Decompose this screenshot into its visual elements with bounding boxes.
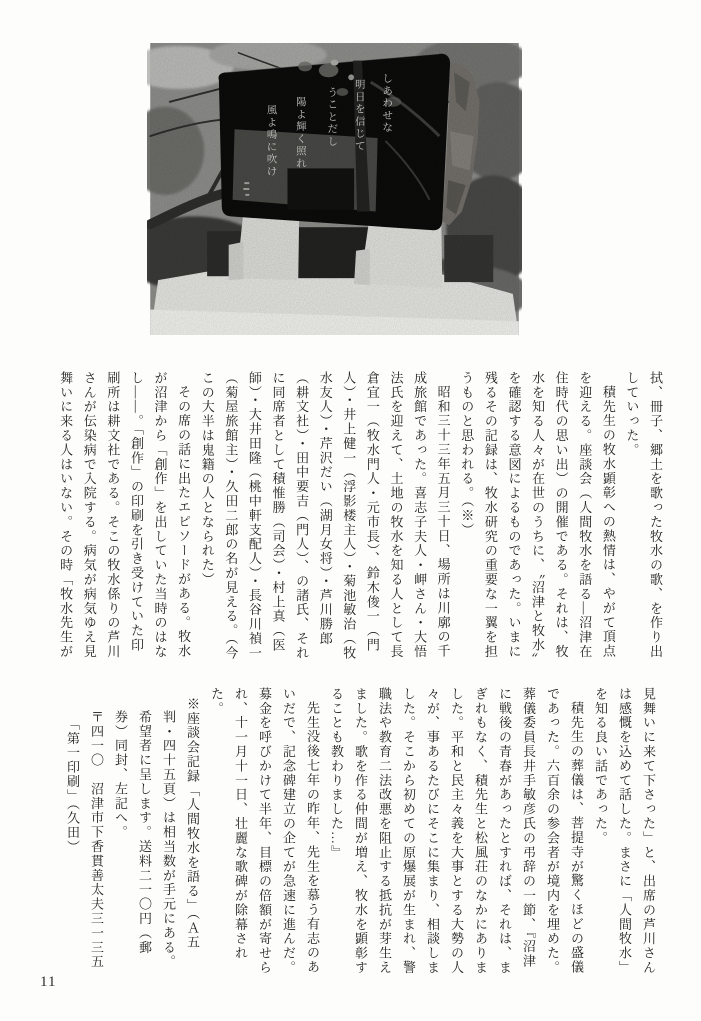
monument-photo [147, 43, 522, 335]
article-column: ました。歌を作る仲間が増え、牧水を顕彰す [353, 687, 368, 975]
article-column: し――。「創作」の印刷を引き受けていた印 [128, 371, 144, 653]
article-column: は感慨を込めて話した。まさに「人間牧水」 [617, 687, 632, 975]
article-text-lower [60, 687, 660, 1021]
article-column: していった。 [624, 371, 640, 458]
article-column: 刷所は耕文社である。そこの牧水係りの芦川 [105, 371, 121, 659]
article-column: た。 [209, 687, 224, 716]
article-column: ※座談会記録「人間牧水を語る」（Ａ五 [185, 697, 200, 950]
article-column: ぎれもなく、積先生と松風荘のなかにありま [473, 687, 488, 975]
article-column: 「第一印刷」（久田） [65, 717, 80, 855]
article-column: 積先生の葬儀は、菩提寺が驚くほどの盛儀 [569, 701, 584, 975]
article-column: さんが伝染病で入院する。病気が病気ゆえ見 [81, 371, 97, 659]
article-column: 師）・大井田隆（桃中軒支配人）・長谷川禎一 [246, 371, 262, 661]
article-column: 拭、冊子、郷土を歌った牧水の歌、を作り出 [648, 371, 663, 659]
article-column: 先生没後七年の昨年、先生を慕う有志のあ [305, 701, 320, 975]
inscription-column: しあわせな [382, 74, 393, 135]
inscription-column: 明日を信じて [355, 80, 366, 153]
page-number: 11 [40, 974, 57, 990]
article-column: （菊屋旅館主）・久田二郎の名が見える。（今 [223, 371, 239, 661]
article-column: 見舞いに来て下さった」と、出席の芦川さん [641, 687, 656, 975]
inscription-column: 風よ鳴に吹け [266, 105, 278, 178]
article-column: 人）・井上健一（浮影楼主人）・菊池敏治（牧 [341, 371, 357, 661]
article-column: 舞いに来る人はいない。その時「牧水先生が [58, 371, 74, 659]
article-column: れ、十一月十一日、壮麗な歌碑が除幕され [233, 687, 248, 961]
article-column: 倉宜一（牧水門人・元市長）、鈴木俊一（門 [364, 371, 380, 653]
article-column: 積先生の牧水顕彰への熱情は、やがて頂点 [600, 385, 616, 659]
article-column: 住時代の思い出）の開催である。それは、牧 [553, 371, 569, 659]
article-column: 葬儀委員長井手敏彦氏の弔辞の一節、『沼津 [521, 687, 536, 969]
article-column: うものと思われる。（※） [459, 371, 475, 538]
article-column: 成旅館であった。喜志子夫人・岬さん・大悟 [412, 371, 428, 659]
article-column: いだで、記念碑建立の企てが急速に進んだ。 [281, 687, 296, 975]
article-column: した。平和と民主々義を大事とする大勢の人 [449, 687, 464, 975]
article-column: その席の話に出たエピソードがある。牧水 [176, 385, 192, 659]
article-column: を知る良い話であった。 [593, 687, 608, 846]
article-column: 法氏を迎えて、土地の牧水を知る人として長 [388, 371, 404, 659]
inscription-column: 陽よ輝く照れ [296, 97, 307, 170]
article-column: 職法や教育二法改悪を阻止する抵抗が芽生え [377, 687, 392, 975]
monument-photo-illustration [147, 43, 522, 335]
article-column: 募金を呼びかけて半年、目標の倍額が寄せら [257, 687, 272, 975]
article-column: であった。六百余の参会者が境内を埋めた。 [545, 687, 560, 975]
article-column: 残るその記録は、牧水研究の重要な一翼を担 [482, 371, 498, 659]
article-column: この大半は鬼籍の人となられた） [199, 371, 215, 587]
article-column: が沼津から「創作」を出していた当時のはな [152, 371, 168, 659]
article-column: 券）同封、左記へ。 [113, 710, 128, 840]
article-column: （耕文社）・田中要吉（門人）、の諸氏、それ [294, 371, 310, 661]
article-column: に同席者として積惟勝（司会）・村上真（医 [270, 371, 286, 653]
inscription-column: うことだし [327, 87, 338, 148]
article-column: 水友人）・芹沢だい（湖月女将）・芦川勝郎 [317, 371, 333, 646]
article-column: 昭和三十三年五月三十日、場所は川廓の千 [435, 385, 451, 659]
article-column: 々が、事あるたびにそこに集まり、相談しま [425, 687, 440, 975]
article-column: した。そこから初めての原爆展が生まれ、警 [401, 687, 416, 975]
article-column: 水を知る人々が在世のうちに、〝沼津と牧水〟 [530, 371, 546, 667]
article-text-upper [53, 371, 667, 673]
article-column: ることも教わりました…』 [329, 687, 344, 860]
article-column: 希望者に呈します。送料二一〇円（郵 [137, 710, 152, 955]
article-column: に戦後の青春があったとすれば、それは、ま [497, 687, 512, 975]
article-column: 判・四十五頁）は相当数が手元にある。 [161, 710, 176, 970]
article-column: を迎える。座談会（人間牧水を語る―沼津在 [577, 371, 593, 659]
photo-grain-overlay [150, 43, 518, 335]
article-column: を確認する意図によるものであった。いまに [506, 371, 522, 659]
article-column: 〒四一〇 沼津市下香貫善太夫三一三五 [89, 710, 104, 970]
